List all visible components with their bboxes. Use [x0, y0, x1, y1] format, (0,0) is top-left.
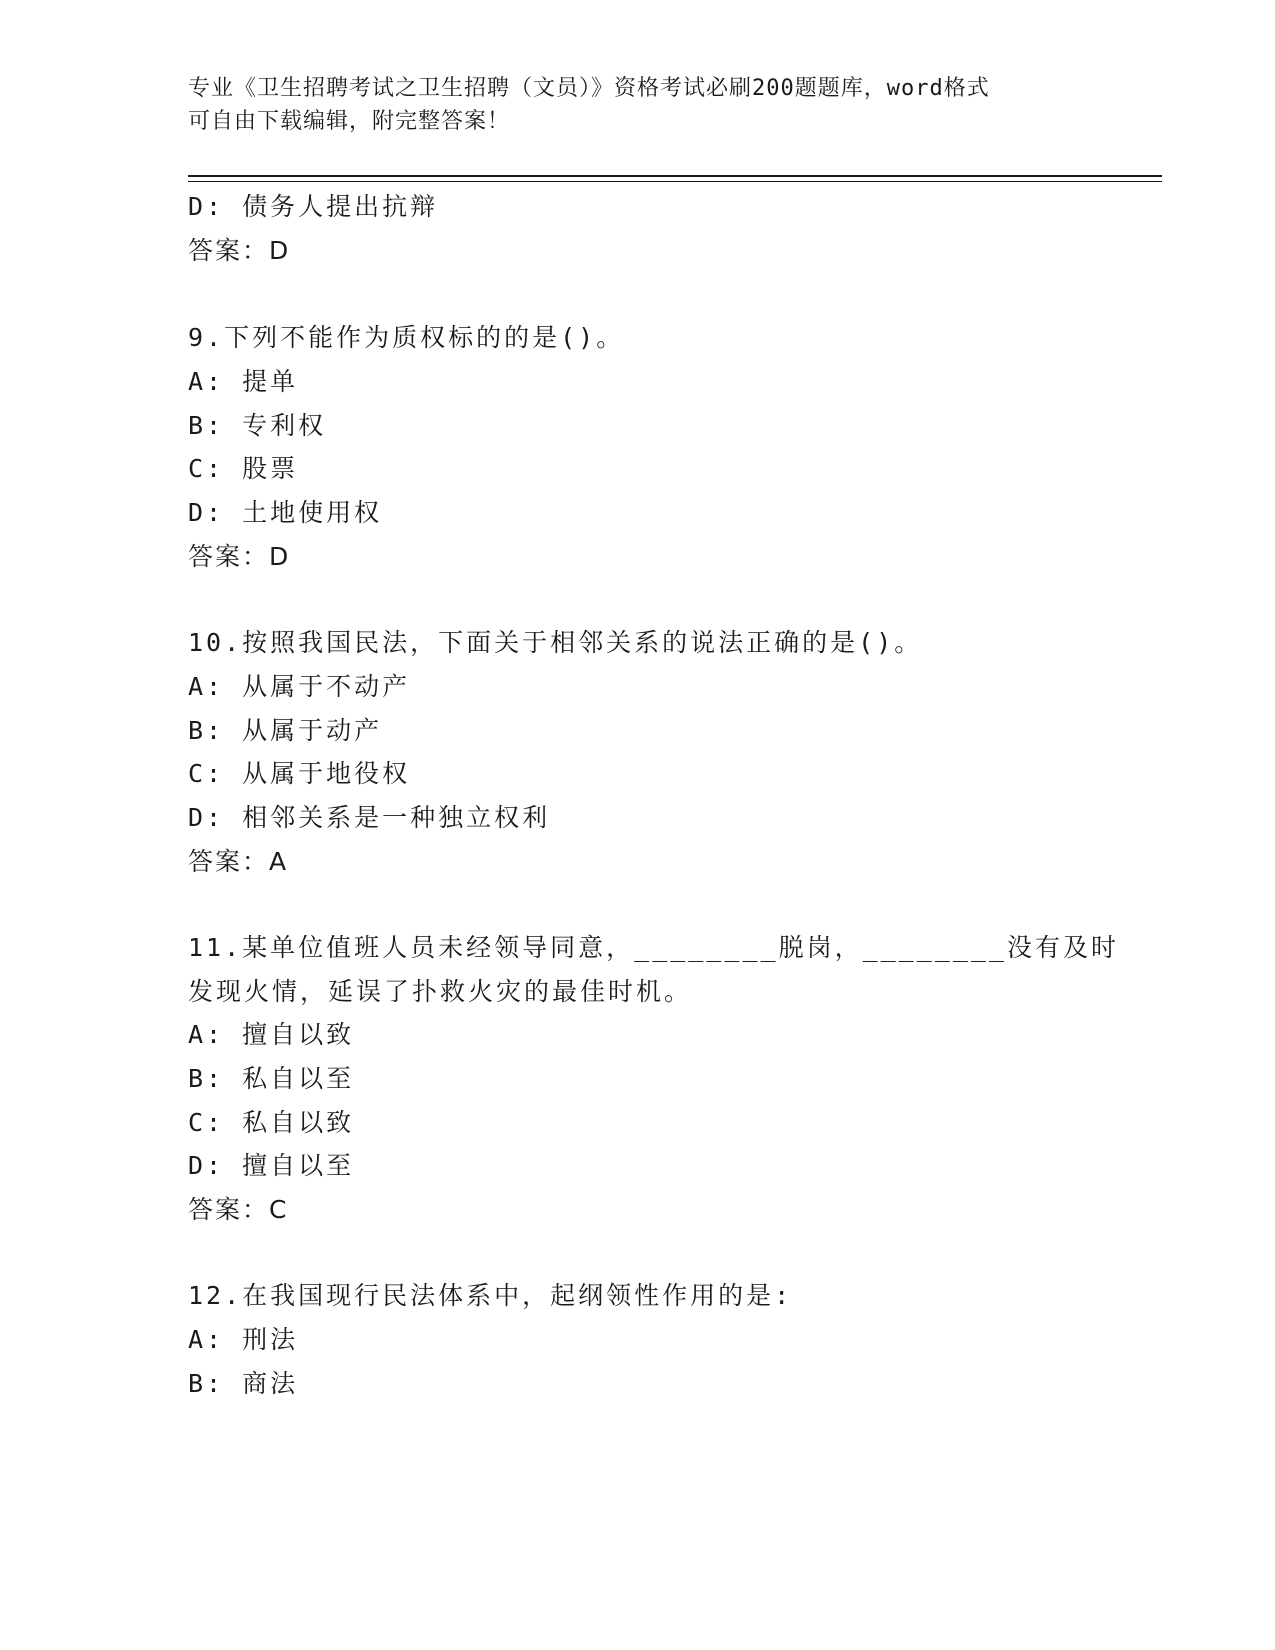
q10-option-b: B: 从属于动产	[188, 716, 383, 745]
q11-answer: 答案：C	[188, 1195, 289, 1224]
q11-stem-line2: 发现火情，延误了扑救火灾的最佳时机。	[188, 977, 693, 1006]
prev-option-d: D: 债务人提出抗辩	[188, 192, 439, 221]
document-header	[188, 72, 1088, 138]
prev-answer: 答案：D	[188, 236, 291, 265]
header-title-line1: 专业《卫生招聘考试之卫生招聘（文员）》资格考试必刷200题题库，word格式	[188, 76, 990, 101]
q9-option-a: A: 提单	[188, 367, 299, 396]
q9-option-b: B: 专利权	[188, 411, 327, 440]
q10-option-a: A: 从属于不动产	[188, 672, 411, 701]
q10-stem: 10.按照我国民法，下面关于相邻关系的说法正确的是()。	[188, 628, 923, 657]
q11-option-a: A: 擅自以致	[188, 1020, 355, 1049]
q9-stem: 9.下列不能作为质权标的的是()。	[188, 323, 625, 352]
q10-option-c: C: 从属于地役权	[188, 759, 411, 788]
q12-option-b: B: 商法	[188, 1369, 299, 1398]
q9-answer: 答案：D	[188, 542, 291, 571]
q12-option-a: A: 刑法	[188, 1325, 299, 1354]
q11-option-c: C: 私自以致	[188, 1108, 355, 1137]
q10-answer: 答案：A	[188, 847, 289, 876]
q11-option-b: B: 私自以至	[188, 1064, 355, 1093]
q12-stem: 12.在我国现行民法体系中，起纲领性作用的是:	[188, 1281, 793, 1310]
q11-stem-line1: 11.某单位值班人员未经领导同意，________脱岗，________没有及时	[188, 933, 1119, 962]
header-divider-thin	[188, 181, 1162, 182]
q9-option-d: D: 土地使用权	[188, 498, 383, 527]
header-divider-thick	[188, 175, 1162, 177]
q9-option-c: C: 股票	[188, 454, 299, 483]
header-title-line2: 可自由下载编辑，附完整答案！	[188, 109, 511, 134]
q11-option-d: D: 擅自以至	[188, 1151, 355, 1180]
q10-option-d: D: 相邻关系是一种独立权利	[188, 803, 551, 832]
